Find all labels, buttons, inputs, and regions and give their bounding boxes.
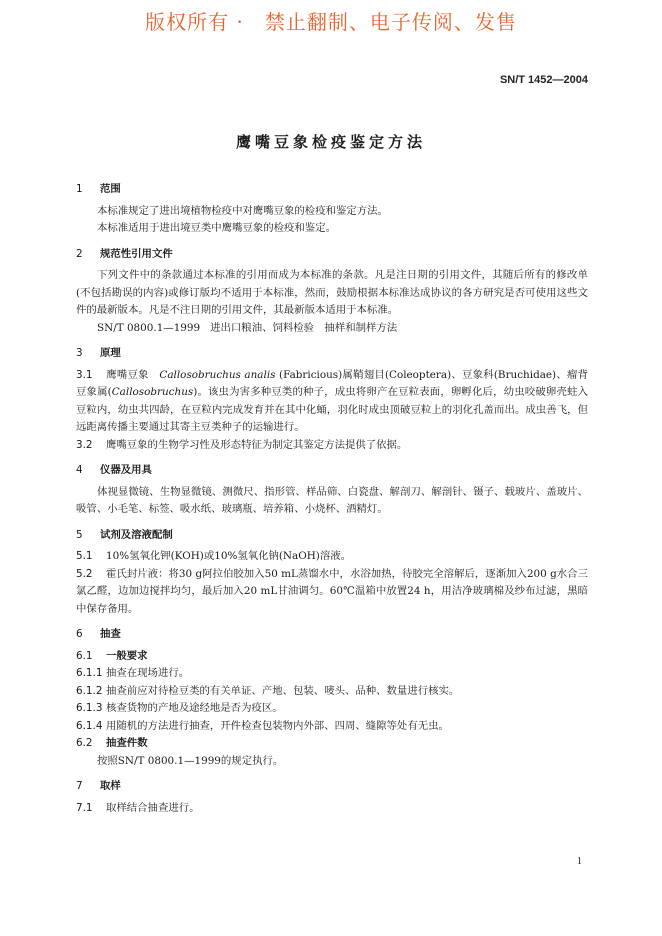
page-number: 1: [577, 856, 582, 867]
section-number: 6: [76, 628, 83, 640]
section-title: 取样: [100, 780, 121, 792]
clause-number: 3.2: [76, 438, 93, 451]
clause-5-1: [76, 548, 588, 566]
subsection-6-2-heading: [76, 735, 588, 753]
clause-number: 7.1: [76, 801, 93, 814]
section-title: 仪器及用具: [100, 464, 152, 476]
clause-number: 6.1.4: [76, 719, 103, 732]
clause-text: (Fabricious)属鞘翅目(Coleoptera)、豆象科(Bruchidae)、瘤背豆象属(: [76, 368, 588, 398]
section-title: 规范性引用文件: [100, 247, 173, 260]
subsection-title: 一般要求: [106, 649, 148, 662]
standard-code: SN/T 1452—2004: [499, 74, 588, 86]
clause-text: 抽查前应对待检豆类的有关单证、产地、包装、唛头、品种、数量进行核实。: [106, 684, 460, 697]
section-number: 2: [76, 247, 83, 260]
clause-text: 核查货物的产地及途经地是否为疫区。: [106, 702, 283, 714]
reference-code: SN/T 0800.1—1999: [97, 321, 201, 334]
clause-6-1-2: [76, 683, 588, 701]
genus-name: Callosobruchus: [111, 386, 194, 398]
section-2-heading: [76, 246, 588, 264]
subsection-6-2-paragraph: 按照SN/T 0800.1—1999的规定执行。: [97, 754, 284, 767]
copyright-banner: 版权所有 · 禁止翻制、电子传阅、发售: [145, 10, 517, 34]
page-title: 鹰嘴豆象检疫鉴定方法: [235, 133, 426, 151]
clause-6-1-3: [76, 700, 588, 718]
section-1-heading: [76, 181, 588, 199]
section-number: 1: [76, 183, 83, 195]
clause-3-1: [76, 367, 588, 437]
clause-6-1-1: [76, 665, 588, 683]
section-title: 抽查: [100, 628, 121, 640]
clause-number: 6.1.3: [76, 702, 103, 714]
clause-number: 6.1.2: [76, 684, 103, 697]
section-1-paragraph: 本标准规定了进出境植物检疫中对鹰嘴豆象的检疫和鉴定方法。: [97, 204, 388, 217]
section-3-heading: [76, 345, 588, 363]
clause-text: 取样结合抽查进行。: [106, 801, 200, 814]
section-7-heading: [76, 778, 588, 796]
section-number: 3: [76, 347, 83, 359]
section-5-heading: [76, 527, 588, 545]
subsection-number: 6.2: [76, 737, 93, 749]
clause-text: 鹰嘴豆象的生物学习性及形态特征为制定其鉴定方法提供了依据。: [106, 438, 408, 451]
section-6-heading: [76, 626, 588, 644]
clause-text: )。该虫为害多种豆类的种子，成虫将卵产在豆粒表面，卵孵化后，幼虫咬破卵壳蛀入豆粒内，幼虫共四龄，在豆粒内完成发育并在其中化蛹，羽化时成虫顶破豆粒上的羽化孔盖而出。成虫善飞，但远距离传播主要通过其寄主豆类种子的运输进行。: [76, 386, 588, 433]
section-4-heading: [76, 462, 588, 480]
clause-number: 5.1: [76, 550, 93, 562]
document-body: [76, 181, 588, 817]
clause-text: 抽查在现场进行。: [106, 667, 190, 679]
section-4-paragraph: 体视显微镜、生物显微镜、测微尺、指形管、样品筛、白瓷盘、解剖刀、解剖针、镊子、载玻片、盖玻片、吸管、小毛笔、标签、吸水纸、玻璃瓶、培养箱、小烧杯、酒精灯。: [76, 485, 588, 515]
section-number: 5: [76, 528, 83, 541]
clause-number: 6.1.1: [76, 667, 103, 679]
section-number: 7: [76, 780, 83, 792]
section-2-paragraph: 下列文件中的条款通过本标准的引用而成为本标准的条款。凡是注日期的引用文件，其随后所有的修改单(不包括勘误的内容)或修订版均不适用于本标准，然而，鼓励根据本标准达成协议的各方研究是否可使用这些文件的最新版本。凡是不注日期的引用文件，其最新版本适用于本标准。: [76, 269, 588, 316]
species-name: Callosobruchus analis: [159, 368, 276, 381]
subsection-6-1-heading: [76, 648, 588, 666]
clause-text: 鹰嘴豆象: [106, 368, 160, 381]
clause-text: 用随机的方法进行抽查，开件检查包装物内外部、四周、缝隙等处有无虫。: [106, 719, 449, 732]
reference-title: 进出口粮油、饲料检验 抽样和制样方法: [210, 321, 398, 334]
clause-text: 10%氢氧化钾(KOH)或10%氢氧化钠(NaOH)溶液。: [106, 550, 352, 562]
clause-number: 5.2: [76, 567, 93, 580]
section-number: 4: [76, 464, 83, 476]
normative-reference: [76, 320, 588, 338]
section-title: 试剂及溶液配制: [100, 528, 173, 541]
subsection-title: 抽查件数: [106, 737, 148, 749]
section-1-paragraph: 本标准适用于进出境豆类中鹰嘴豆象的检疫和鉴定。: [97, 222, 336, 234]
clause-text: 霍氏封片液：将30 g阿拉伯胶加入50 mL蒸馏水中，水浴加热，待胶完全溶解后，逐渐加入200 g水合三氯乙醛，边加边搅拌均匀，最后加入20 mL甘油调匀。60℃温箱中放置24 h，用洁净玻璃棉及纱布过滤，黑暗中保存备用。: [76, 567, 588, 615]
clause-7-1: [76, 800, 588, 818]
clause-5-2: [76, 566, 588, 619]
clause-3-2: [76, 437, 588, 455]
clause-6-1-4: [76, 718, 588, 736]
section-title: 范围: [100, 183, 121, 195]
subsection-number: 6.1: [76, 649, 93, 662]
clause-number: 3.1: [76, 368, 93, 381]
section-title: 原理: [100, 347, 121, 359]
